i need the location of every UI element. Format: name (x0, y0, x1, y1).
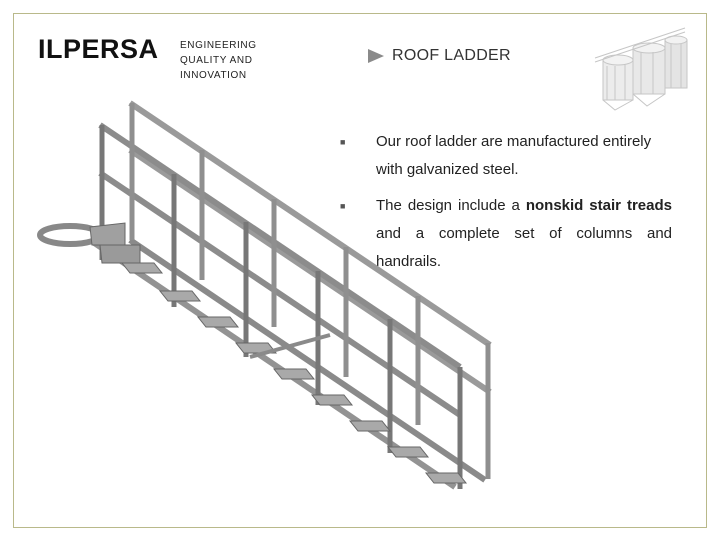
bullet-text-2-emphasis: nonskid stair treads (525, 197, 672, 214)
tagline-line-1: ENGINEERING (180, 40, 257, 51)
company-tagline (180, 38, 257, 83)
tagline-line-2: QUALITY AND (180, 55, 253, 66)
bullet-text-1: Our roof ladder are manufactured entirely with galvanized steel. (376, 133, 652, 178)
company-logo: ILPERSA (38, 34, 159, 64)
square-bullet-icon: ■ (340, 137, 346, 147)
bullet-text-2a: The design include a (376, 197, 526, 214)
silo-illustration (585, 18, 695, 113)
square-bullet-icon: ■ (340, 201, 346, 211)
roof-ladder-illustration (30, 95, 500, 525)
tagline-line-3: INNOVATION (180, 70, 247, 81)
play-arrow-icon (368, 49, 384, 63)
slide-title-group (368, 47, 511, 65)
slide-title: ROOF LADDER (392, 47, 511, 64)
bullet-text-2b: and a complete set of columns and handrails. (376, 225, 672, 270)
